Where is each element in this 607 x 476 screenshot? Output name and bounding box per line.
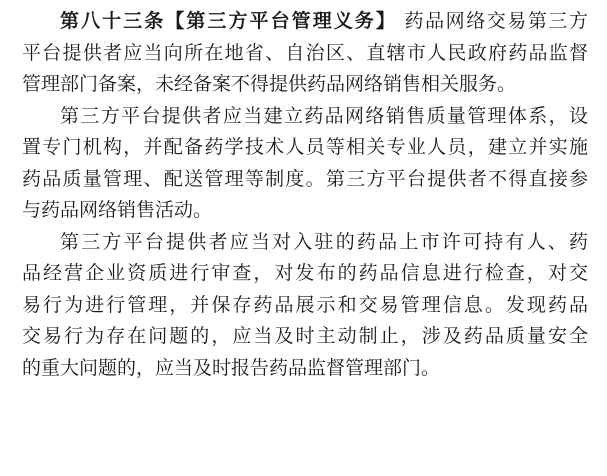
article-heading: 第八十三条【第三方平台管理义务】 [60, 10, 397, 32]
article-text-line: 品经营企业资质进行审查，对发布的药品信息进行检查，对交 [22, 262, 588, 284]
article-text-line: 管理部门备案，未经备案不得提供药品网络销售相关服务。 [22, 73, 517, 95]
article-text-line: 的重大问题的，应当及时报告药品监督管理部门。 [22, 356, 441, 379]
article-first-line [22, 6, 588, 38]
article-text: 药品网络交易第三方 [396, 10, 588, 32]
article-text-line: 第三方平台提供者应当对入驻的药品上市许可持有人、药 [60, 230, 588, 253]
article-text-line: 与药品网络销售活动。 [22, 199, 213, 221]
article-text-line: 易行为进行管理，并保存药品展示和交易管理信息。发现药品 [22, 293, 588, 316]
article-text-line: 置专门机构，并配备药学技术人员等相关专业人员，建立并实施 [22, 136, 588, 158]
article-text-line: 药品质量管理、配送管理等制度。第三方平台提供者不得直接参 [22, 167, 588, 190]
article-text-line: 交易行为存在问题的，应当及时主动制止，涉及药品质量安全 [22, 325, 588, 347]
article-text-line: 平台提供者应当向所在地省、自治区、直辖市人民政府药品监督 [22, 41, 588, 64]
law-article [22, 6, 588, 384]
article-text-line: 第三方平台提供者应当建立药品网络销售质量管理体系，设 [60, 104, 588, 127]
